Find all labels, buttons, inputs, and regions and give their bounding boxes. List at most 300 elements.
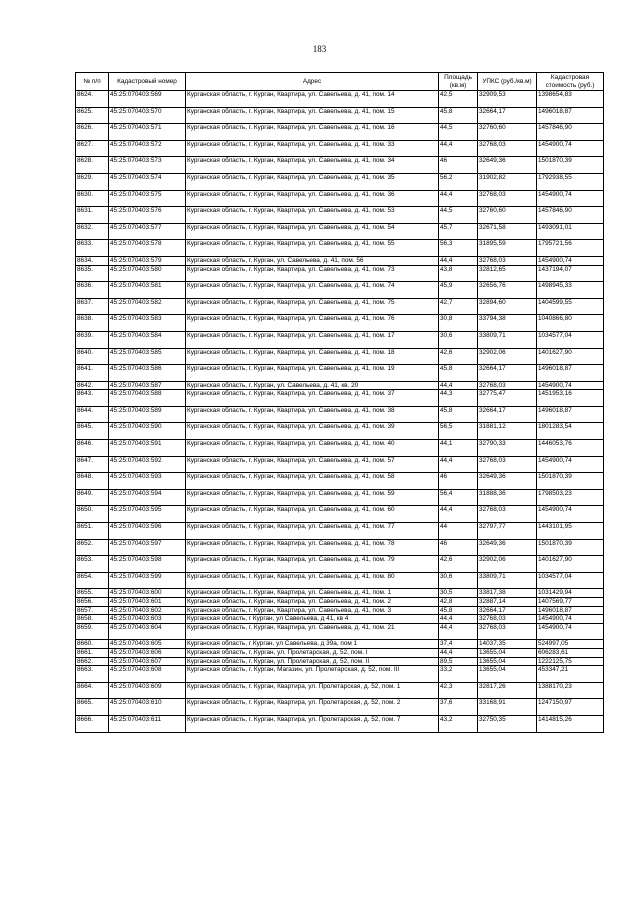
cell-address: Курганская область, г. Курган, Квартира, ул. Савельева, д. 41, пом. 36 — [186, 190, 439, 207]
cell-upks: 31895,59 — [478, 240, 537, 257]
cell-cadastral-cost: 1451953,16 — [537, 390, 604, 407]
cell-cadastral-cost: 1414815,26 — [537, 715, 604, 732]
cell-address: Курганская область, г. Курган, Квартира, ул. Савельева, д. 41, пом. 39 — [186, 423, 439, 440]
table-row — [76, 506, 604, 523]
cell-row-number: 8628. — [76, 157, 109, 174]
table-row — [76, 298, 604, 315]
table-row — [76, 348, 604, 365]
cell-upks: 32887,14 — [478, 598, 537, 607]
cell-row-number: 8649. — [76, 489, 109, 506]
cell-cadastral-cost: 1498945,33 — [537, 282, 604, 299]
cell-cadastral-cost: 1407569,77 — [537, 598, 604, 607]
cell-cadastral-number: 45:25:070403:585 — [109, 348, 186, 365]
cell-row-number: 8646. — [76, 440, 109, 457]
cell-cadastral-number: 45:25:070403:574 — [109, 173, 186, 190]
table-row — [76, 572, 604, 589]
cell-area: 44,4 — [439, 140, 478, 157]
cell-area: 56,5 — [439, 423, 478, 440]
cell-address: Курганская область, г. Курган, Квартира, ул. Пролетарская, д. 52, пом. 7 — [186, 715, 439, 732]
cell-row-number: 8657. — [76, 606, 109, 615]
table-row — [76, 423, 604, 440]
cell-row-number: 8665. — [76, 699, 109, 716]
cell-cadastral-cost: 1446053,76 — [537, 440, 604, 457]
cell-address: Курганская область, г. Курган, Квартира, ул. Савельева, д. 41, пом. 17 — [186, 331, 439, 348]
cell-cadastral-cost: 1222125,75 — [537, 657, 604, 666]
table-row — [76, 489, 604, 506]
cell-cadastral-cost: 1034577,04 — [537, 572, 604, 589]
cell-cadastral-number: 45:25:070403:572 — [109, 140, 186, 157]
cell-upks: 32768,03 — [478, 256, 537, 265]
cell-cadastral-number: 45:25:070403:596 — [109, 523, 186, 540]
cell-address: Курганская область, г. Курган, Квартира, ул. Савельева, д. 41, пом. 76 — [186, 315, 439, 332]
cell-cadastral-cost: 1404599,55 — [537, 298, 604, 315]
cell-cadastral-number: 45:25:070403:609 — [109, 682, 186, 699]
cell-area: 45,8 — [439, 606, 478, 615]
cell-cadastral-number: 45:25:070403:573 — [109, 157, 186, 174]
cell-cadastral-cost: 1031429,94 — [537, 589, 604, 598]
cell-row-number: 8624. — [76, 91, 109, 108]
cell-cadastral-number: 45:25:070403:611 — [109, 715, 186, 732]
table-row — [76, 440, 604, 457]
cell-row-number: 8642. — [76, 381, 109, 390]
cell-area: 30,8 — [439, 315, 478, 332]
cell-address: Курганская область, г. Курган, Квартира, ул. Савельева, д. 41, пом. 19 — [186, 365, 439, 382]
cell-row-number: 8651. — [76, 523, 109, 540]
cell-cadastral-number: 45:25:070403:593 — [109, 473, 186, 490]
cell-row-number: 8629. — [76, 173, 109, 190]
cell-cadastral-number: 45:25:070403:583 — [109, 315, 186, 332]
cell-address: Курганская область, г. Курган, Квартира, ул. Савельева, д. 41, пом. 74 — [186, 282, 439, 299]
cell-row-number: 8632. — [76, 223, 109, 240]
cell-cadastral-cost: 1496018,87 — [537, 606, 604, 615]
cell-area: 45,8 — [439, 107, 478, 124]
table-row — [76, 598, 604, 607]
cell-cadastral-number: 45:25:070403:607 — [109, 657, 186, 666]
table-row — [76, 589, 604, 598]
cell-cadastral-number: 45:25:070403:591 — [109, 440, 186, 457]
table-row — [76, 207, 604, 224]
cell-upks: 32664,17 — [478, 107, 537, 124]
header-area: Площадь (кв.м) — [439, 73, 478, 91]
cell-upks: 13655,04 — [478, 657, 537, 666]
cell-cadastral-cost: 1388170,23 — [537, 682, 604, 699]
table-row — [76, 623, 604, 640]
cell-row-number: 8654. — [76, 572, 109, 589]
cell-upks: 32664,17 — [478, 606, 537, 615]
cell-row-number: 8666. — [76, 715, 109, 732]
cell-cadastral-number: 45:25:070403:594 — [109, 489, 186, 506]
cell-cadastral-cost: 453347,21 — [537, 666, 604, 683]
cell-address: Курганская область, г. Курган, Квартира, ул. Савельева, д. 41, пом. 3 — [186, 606, 439, 615]
cell-cadastral-number: 45:25:070403:586 — [109, 365, 186, 382]
cell-address: Курганская область, г. Курган, Квартира, ул. Савельева, д. 41, пом. 57 — [186, 456, 439, 473]
cell-area: 44,4 — [439, 506, 478, 523]
cell-area: 33,2 — [439, 666, 478, 683]
cell-row-number: 8652. — [76, 539, 109, 556]
cell-upks: 32664,17 — [478, 365, 537, 382]
table-row — [76, 315, 604, 332]
cell-address: Курганская область, г. Курган, ул. Пролетарская, д. 52, пом. II — [186, 657, 439, 666]
cell-row-number: 8648. — [76, 473, 109, 490]
cell-row-number: 8661. — [76, 648, 109, 657]
table-row — [76, 381, 604, 390]
cell-upks: 31888,36 — [478, 489, 537, 506]
cell-cadastral-cost: 1801283,54 — [537, 423, 604, 440]
cell-cadastral-number: 45:25:070403:608 — [109, 666, 186, 683]
cell-upks: 33809,71 — [478, 331, 537, 348]
cell-upks: 32768,03 — [478, 140, 537, 157]
cell-area: 43,8 — [439, 265, 478, 282]
cell-address: Курганская область, г Курган, ул Савельева, д 39а, пом 1 — [186, 640, 439, 649]
cell-address: Курганская область, г. Курган, Квартира, ул. Савельева, д. 41, пом. 73 — [186, 265, 439, 282]
cell-row-number: 8637. — [76, 298, 109, 315]
cell-cadastral-cost: 1034577,04 — [537, 331, 604, 348]
cell-upks: 31902,82 — [478, 173, 537, 190]
table-row — [76, 140, 604, 157]
cell-cadastral-cost: 1454900,74 — [537, 256, 604, 265]
cell-cadastral-number: 45:25:070403:580 — [109, 265, 186, 282]
table-row — [76, 648, 604, 657]
cell-cadastral-cost: 1454900,74 — [537, 190, 604, 207]
cell-row-number: 8664. — [76, 682, 109, 699]
table-row — [76, 91, 604, 108]
table-row — [76, 390, 604, 407]
cell-cadastral-cost: 1792938,55 — [537, 173, 604, 190]
cell-address: Курганская область, г. Курган, Квартира, ул. Савельева, д. 41, пом. 35 — [186, 173, 439, 190]
cell-cadastral-number: 45:25:070403:579 — [109, 256, 186, 265]
cell-address: Курганская область, г. Курган, Квартира, ул. Пролетарская, д. 52, пом. 2 — [186, 699, 439, 716]
cell-cadastral-cost: 1454900,74 — [537, 456, 604, 473]
table-row — [76, 715, 604, 732]
cell-cadastral-number: 45:25:070403:598 — [109, 556, 186, 573]
cell-row-number: 8634. — [76, 256, 109, 265]
cell-cadastral-number: 45:25:070403:592 — [109, 456, 186, 473]
cell-row-number: 8658. — [76, 615, 109, 624]
cell-area: 46 — [439, 539, 478, 556]
cell-row-number: 8636. — [76, 282, 109, 299]
cell-cadastral-cost: 1454900,74 — [537, 381, 604, 390]
table-row — [76, 173, 604, 190]
table-row — [76, 157, 604, 174]
table-row — [76, 107, 604, 124]
header-upks: УПКС (руб./кв.м) — [478, 73, 537, 91]
cell-upks: 32812,65 — [478, 265, 537, 282]
cell-cadastral-cost: 1496018,87 — [537, 406, 604, 423]
cell-cadastral-number: 45:25:070403:604 — [109, 623, 186, 640]
cell-row-number: 8641. — [76, 365, 109, 382]
cell-upks: 31881,12 — [478, 423, 537, 440]
cell-cadastral-cost: 1496018,87 — [537, 107, 604, 124]
cell-upks: 13655,04 — [478, 648, 537, 657]
cell-cadastral-number: 45:25:070403:603 — [109, 615, 186, 624]
cell-cadastral-number: 45:25:070403:602 — [109, 606, 186, 615]
cell-address: Курганская область, г. Курган, ул. Савельева, д. 41, пом. 56 — [186, 256, 439, 265]
cell-upks: 32649,36 — [478, 473, 537, 490]
cell-cadastral-cost: 1401627,90 — [537, 348, 604, 365]
cell-area: 45,7 — [439, 223, 478, 240]
cell-row-number: 8643. — [76, 390, 109, 407]
table-body — [76, 91, 604, 733]
cell-upks: 32664,17 — [478, 406, 537, 423]
cell-address: Курганская область, г. Курган, Квартира, ул. Савельева, д. 41, пом. 53 — [186, 207, 439, 224]
cell-row-number: 8639. — [76, 331, 109, 348]
cell-area: 45,9 — [439, 282, 478, 299]
cell-cadastral-cost: 1398654,83 — [537, 91, 604, 108]
cell-row-number: 8653. — [76, 556, 109, 573]
cell-address: Курганская область, г. Курган, Квартира, ул. Савельева, д. 41, пом. 14 — [186, 91, 439, 108]
table-row — [76, 240, 604, 257]
cell-address: Курганская область, г. Курган, Магазин, ул. Пролетарская, д. 52, пом. III — [186, 666, 439, 683]
cell-cadastral-number: 45:25:070403:578 — [109, 240, 186, 257]
cell-address: Курганская область, г. Курган, ул. Пролетарская, д. 52, пом. I — [186, 648, 439, 657]
cell-cadastral-cost: 1501870,39 — [537, 157, 604, 174]
cell-upks: 32902,06 — [478, 556, 537, 573]
table-row — [76, 640, 604, 649]
cell-address: Курганская область, г. Курган, Квартира, ул. Савельева, д. 41, пом. 33 — [186, 140, 439, 157]
cell-cadastral-number: 45:25:070403:610 — [109, 699, 186, 716]
cell-upks: 32768,03 — [478, 506, 537, 523]
cell-address: Курганская область, г. Курган, Квартира, ул. Савельева, д. 41, пом. 59 — [186, 489, 439, 506]
cell-cadastral-cost: 1457846,90 — [537, 207, 604, 224]
cell-cadastral-number: 45:25:070403:581 — [109, 282, 186, 299]
table-row — [76, 699, 604, 716]
cell-row-number: 8647. — [76, 456, 109, 473]
cell-area: 30,6 — [439, 331, 478, 348]
cell-cadastral-cost: 1795721,56 — [537, 240, 604, 257]
table-row — [76, 666, 604, 683]
cell-address: Курганская область, г. Курган, Квартира, ул. Савельева, д. 41, пом. 37 — [186, 390, 439, 407]
cell-cadastral-cost: 1437194,07 — [537, 265, 604, 282]
cell-upks: 32902,06 — [478, 348, 537, 365]
cell-row-number: 8656. — [76, 598, 109, 607]
cell-address: Курганская область, г. Курган, Квартира, ул. Савельева, д. 41, пом. 15 — [186, 107, 439, 124]
cell-address: Курганская область, г. Курган, Квартира, ул. Савельева, д. 41, пом. 78 — [186, 539, 439, 556]
cell-upks: 32768,03 — [478, 381, 537, 390]
table-row — [76, 331, 604, 348]
table-row — [76, 556, 604, 573]
cell-upks: 32750,35 — [478, 715, 537, 732]
cell-row-number: 8627. — [76, 140, 109, 157]
cell-area: 42,6 — [439, 348, 478, 365]
cell-area: 44 — [439, 523, 478, 540]
cell-area: 42,6 — [439, 556, 478, 573]
cell-area: 44,4 — [439, 190, 478, 207]
cell-address: Курганская область, г. Курган, Квартира, ул. Савельева, д. 41, пом. 1 — [186, 589, 439, 598]
cell-cadastral-cost: 1454900,74 — [537, 623, 604, 640]
table-row — [76, 523, 604, 540]
cell-upks: 13655,04 — [478, 666, 537, 683]
cell-address: Курганская область, г. Курган, Квартира, ул. Савельева, д. 41, пом. 55 — [186, 240, 439, 257]
cell-area: 43,2 — [439, 715, 478, 732]
cell-upks: 32760,60 — [478, 207, 537, 224]
cell-area: 56,4 — [439, 489, 478, 506]
table-row — [76, 682, 604, 699]
cell-upks: 32768,03 — [478, 190, 537, 207]
table-row — [76, 124, 604, 141]
cell-area: 42,5 — [439, 91, 478, 108]
cell-area: 44,3 — [439, 390, 478, 407]
cell-upks: 32656,76 — [478, 282, 537, 299]
cell-area: 56,2 — [439, 173, 478, 190]
cell-upks: 32649,36 — [478, 539, 537, 556]
cell-cadastral-number: 45:25:070403:571 — [109, 124, 186, 141]
cell-area: 37,4 — [439, 640, 478, 649]
cell-row-number: 8626. — [76, 124, 109, 141]
cell-row-number: 8662. — [76, 657, 109, 666]
cell-cadastral-number: 45:25:070403:599 — [109, 572, 186, 589]
cell-area: 30,6 — [439, 572, 478, 589]
cell-cadastral-number: 45:25:070403:600 — [109, 589, 186, 598]
cadastral-value-table — [75, 72, 604, 733]
cell-cadastral-number: 45:25:070403:584 — [109, 331, 186, 348]
cell-cadastral-number: 45:25:070403:577 — [109, 223, 186, 240]
cell-area: 44,4 — [439, 256, 478, 265]
cell-address: Курганская область, г. Курган, Квартира, ул. Савельева, д. 41, пом. 2 — [186, 598, 439, 607]
table-row — [76, 265, 604, 282]
cell-cadastral-cost: 1247150,97 — [537, 699, 604, 716]
cell-area: 42,8 — [439, 598, 478, 607]
cell-address: Курганская область, г. Курган, Квартира, ул. Савельева, д. 41, пом. 38 — [186, 406, 439, 423]
cell-address: Курганская область, г. Курган, ул. Савельева, д. 41, кв. 20 — [186, 381, 439, 390]
cell-cadastral-cost: 1457846,90 — [537, 124, 604, 141]
cell-area: 56,3 — [439, 240, 478, 257]
cell-cadastral-cost: 1040866,80 — [537, 315, 604, 332]
cell-cadastral-number: 45:25:070403:601 — [109, 598, 186, 607]
cell-cadastral-number: 45:25:070403:569 — [109, 91, 186, 108]
cell-row-number: 8631. — [76, 207, 109, 224]
table-row — [76, 456, 604, 473]
cell-row-number: 8650. — [76, 506, 109, 523]
cell-cadastral-cost: 1454900,74 — [537, 140, 604, 157]
cell-upks: 32909,53 — [478, 91, 537, 108]
cell-upks: 32797,77 — [478, 523, 537, 540]
cell-row-number: 8638. — [76, 315, 109, 332]
cell-cadastral-number: 45:25:070403:590 — [109, 423, 186, 440]
cell-address: Курганская область, г. Курган, Квартира, ул. Савельева, д. 41, пом. 18 — [186, 348, 439, 365]
header-number: № п/п — [76, 73, 109, 91]
cell-row-number: 8660. — [76, 640, 109, 649]
cell-upks: 33809,71 — [478, 572, 537, 589]
cell-cadastral-cost: 1798503,23 — [537, 489, 604, 506]
table-row — [76, 606, 604, 615]
cell-row-number: 8625. — [76, 107, 109, 124]
cell-upks: 32760,60 — [478, 124, 537, 141]
cell-upks: 32671,58 — [478, 223, 537, 240]
cell-row-number: 8644. — [76, 406, 109, 423]
cell-cadastral-cost: 1501870,39 — [537, 473, 604, 490]
cell-address: Курганская область, г. Курган, Квартира, ул. Савельева, д. 41, пом. 34 — [186, 157, 439, 174]
cell-cadastral-number: 45:25:070403:570 — [109, 107, 186, 124]
page-number: 183 — [312, 44, 327, 54]
cell-address: Курганская область, г. Курган, Квартира, ул. Савельева, д. 41, пом. 75 — [186, 298, 439, 315]
cell-cadastral-cost: 606283,61 — [537, 648, 604, 657]
cell-cadastral-number: 45:25:070403:587 — [109, 381, 186, 390]
cell-cadastral-cost: 1443101,95 — [537, 523, 604, 540]
table-row — [76, 473, 604, 490]
cell-area: 44,5 — [439, 207, 478, 224]
table-row — [76, 256, 604, 265]
cell-upks: 32790,33 — [478, 440, 537, 457]
header-address: Адрес — [186, 73, 439, 91]
cell-cadastral-number: 45:25:070403:595 — [109, 506, 186, 523]
cell-cadastral-number: 45:25:070403:575 — [109, 190, 186, 207]
table-row — [76, 657, 604, 666]
cell-row-number: 8645. — [76, 423, 109, 440]
cell-address: Курганская область, г. Курган, Квартира, ул. Савельева, д. 41, пом. 21 — [186, 623, 439, 640]
cell-cadastral-number: 45:25:070403:597 — [109, 539, 186, 556]
cell-cadastral-number: 45:25:070403:605 — [109, 640, 186, 649]
cell-row-number: 8659. — [76, 623, 109, 640]
cell-upks: 14037,35 — [478, 640, 537, 649]
cell-address: Курганская область, г. Курган, Квартира, ул. Савельева, д. 41, пом. 40 — [186, 440, 439, 457]
table-header-row — [76, 73, 604, 91]
cell-upks: 32817,26 — [478, 682, 537, 699]
table-row — [76, 406, 604, 423]
cell-cadastral-cost: 524997,05 — [537, 640, 604, 649]
table-row — [76, 615, 604, 624]
cell-address: Курганская область, г. Курган, Квартира, ул. Савельева, д. 41, пом. 54 — [186, 223, 439, 240]
cell-row-number: 8630. — [76, 190, 109, 207]
cell-cadastral-cost: 1401627,90 — [537, 556, 604, 573]
cell-upks: 32894,60 — [478, 298, 537, 315]
cell-cadastral-cost: 1454900,74 — [537, 615, 604, 624]
header-cadastral-number: Кадастровый номер — [109, 73, 186, 91]
cell-upks: 32768,03 — [478, 615, 537, 624]
cell-address: Курганская область, г. Курган, Квартира, ул. Савельева, д. 41, пом. 60 — [186, 506, 439, 523]
cell-area: 44,4 — [439, 623, 478, 640]
cell-area: 37,6 — [439, 699, 478, 716]
cell-row-number: 8655. — [76, 589, 109, 598]
cell-area: 44,4 — [439, 381, 478, 390]
cell-cadastral-number: 45:25:070403:582 — [109, 298, 186, 315]
cell-area: 44,4 — [439, 648, 478, 657]
cell-upks: 32649,36 — [478, 157, 537, 174]
cell-address: Курганская область, г. Курган, Квартира, ул. Савельева, д. 41, пом. 16 — [186, 124, 439, 141]
cell-upks: 33817,38 — [478, 589, 537, 598]
cell-address: Курганская область, г Курган, ул Савельева, д 41, кв 4 — [186, 615, 439, 624]
table-row — [76, 223, 604, 240]
cell-address: Курганская область, г. Курган, Квартира, ул. Савельева, д. 41, пом. 77 — [186, 523, 439, 540]
cell-area: 44,5 — [439, 124, 478, 141]
cell-address: Курганская область, г. Курган, Квартира, ул. Савельева, д. 41, пом. 80 — [186, 572, 439, 589]
cell-address: Курганская область, г. Курган, Квартира, ул. Пролетарская, д. 52, пом. 1 — [186, 682, 439, 699]
table-row — [76, 282, 604, 299]
cell-cadastral-cost: 1454900,74 — [537, 506, 604, 523]
cell-upks: 33794,38 — [478, 315, 537, 332]
cell-cadastral-number: 45:25:070403:589 — [109, 406, 186, 423]
cell-cadastral-cost: 1493091,01 — [537, 223, 604, 240]
cell-upks: 32775,47 — [478, 390, 537, 407]
header-cadastral-cost: Кадастровая стоимость (руб.) — [537, 73, 604, 91]
cell-address: Курганская область, г. Курган, Квартира, ул. Савельева, д. 41, пом. 58 — [186, 473, 439, 490]
cell-cadastral-number: 45:25:070403:606 — [109, 648, 186, 657]
cell-cadastral-number: 45:25:070403:576 — [109, 207, 186, 224]
table-row — [76, 365, 604, 382]
cell-area: 89,5 — [439, 657, 478, 666]
cell-cadastral-number: 45:25:070403:588 — [109, 390, 186, 407]
cell-upks: 33168,91 — [478, 699, 537, 716]
cell-area: 44,1 — [439, 440, 478, 457]
cell-address: Курганская область, г. Курган, Квартира, ул. Савельева, д. 41, пом. 79 — [186, 556, 439, 573]
cell-area: 42,3 — [439, 682, 478, 699]
cell-area: 44,4 — [439, 456, 478, 473]
cell-area: 46 — [439, 157, 478, 174]
cell-area: 45,8 — [439, 365, 478, 382]
cell-upks: 32768,03 — [478, 623, 537, 640]
cell-area: 42,7 — [439, 298, 478, 315]
cell-row-number: 8640. — [76, 348, 109, 365]
cell-cadastral-cost: 1501870,39 — [537, 539, 604, 556]
